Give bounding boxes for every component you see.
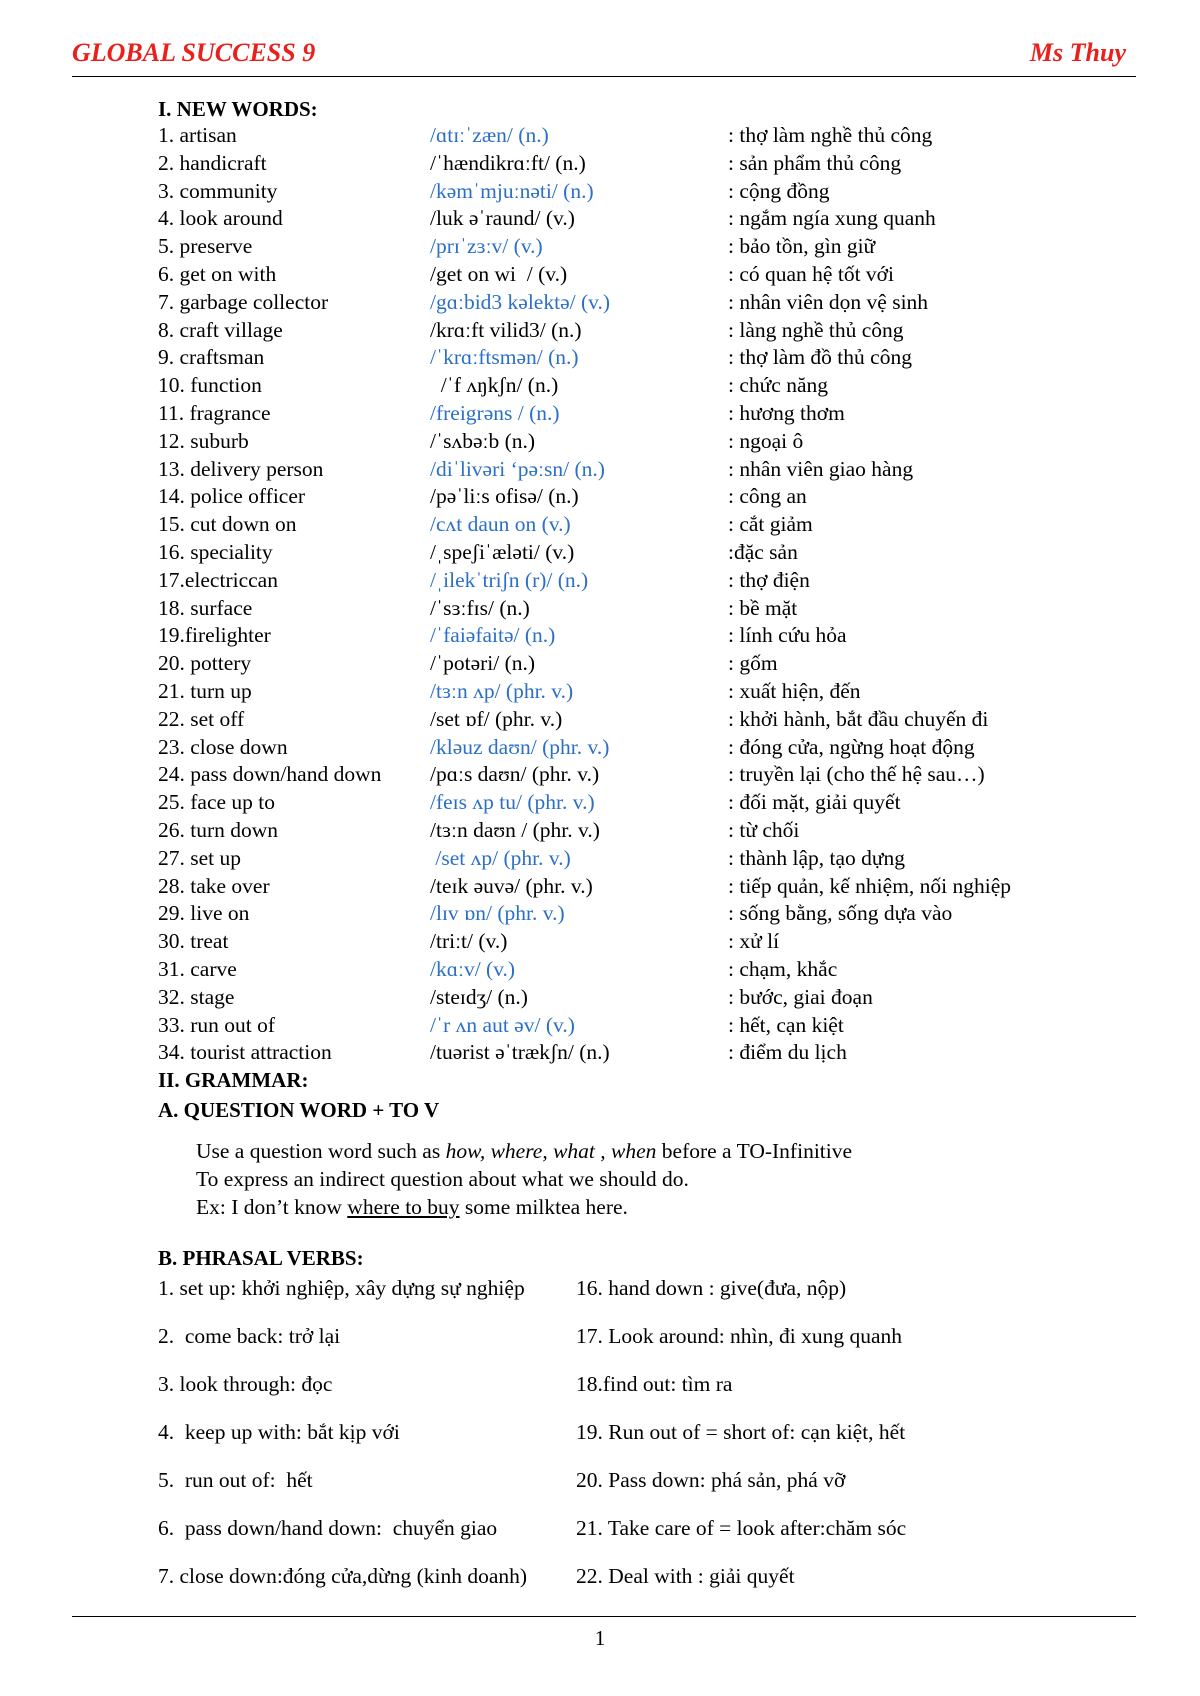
vocab-row xyxy=(158,567,1158,595)
vocab-meaning: : từ chối xyxy=(728,817,800,842)
vocab-row xyxy=(158,873,1158,901)
vocab-meaning: : hương thơm xyxy=(728,400,845,425)
vocab-word: 2. handicraft xyxy=(158,150,267,175)
section-grammar-title: II. GRAMMAR: xyxy=(158,1068,309,1093)
vocab-word: 25. face up to xyxy=(158,790,276,815)
phrasal-right: 16. hand down : give(đưa, nộp) xyxy=(576,1276,847,1301)
vocab-row xyxy=(158,984,1158,1012)
vocab-row xyxy=(158,734,1158,762)
vocab-ipa: /ˈkrɑːftsmən/ (n.) xyxy=(430,345,579,370)
vocab-word: 4. look around xyxy=(158,206,283,231)
vocab-meaning: : cộng đồng xyxy=(728,178,830,203)
vocab-meaning: : nhân viên giao hàng xyxy=(728,456,914,481)
phrasal-left: 6. pass down/hand down: chuyển giao xyxy=(158,1516,498,1541)
vocab-row xyxy=(158,789,1158,817)
vocab-word: 26. turn down xyxy=(158,817,279,842)
vocab-ipa: /ˈf ʌŋkʃn/ (n.) xyxy=(430,373,559,398)
phrasal-verbs-title: B. PHRASAL VERBS: xyxy=(158,1246,364,1271)
vocab-ipa: /ˌilekˈtriʃn (r)/ (n.) xyxy=(430,567,589,592)
vocab-row xyxy=(158,622,1158,650)
vocab-word: 14. police officer xyxy=(158,484,306,509)
vocab-meaning: : công an xyxy=(728,484,807,509)
vocab-meaning: : tiếp quản, kế nhiệm, nối nghiệp xyxy=(728,873,1012,898)
vocab-meaning: : xuất hiện, đến xyxy=(728,678,861,703)
vocab-meaning: : nhân viên dọn vệ sinh xyxy=(728,289,929,314)
vocab-row xyxy=(158,595,1158,623)
phrasal-right: 19. Run out of = short of: cạn kiệt, hết xyxy=(576,1420,906,1445)
grammar-line-1: Use a question word such as how, where, what , when before a TO-Infinitive xyxy=(196,1139,853,1164)
vocab-word: 23. close down xyxy=(158,734,288,759)
footer-rule xyxy=(72,1616,1136,1617)
vocab-word: 8. craft village xyxy=(158,317,283,342)
vocab-row xyxy=(158,1012,1158,1040)
page-number: 1 xyxy=(594,1626,606,1650)
vocab-meaning: : chạm, khắc xyxy=(728,956,838,981)
document-body xyxy=(158,96,1158,1609)
vocab-ipa: /steɪdʒ/ (n.) xyxy=(430,984,528,1009)
vocab-word: 15. cut down on xyxy=(158,512,297,537)
phrasal-row xyxy=(158,1417,1158,1465)
vocab-word: 33. run out of xyxy=(158,1012,276,1037)
vocab-word: 24. pass down/hand down xyxy=(158,762,382,787)
page-header xyxy=(72,38,1136,68)
phrasal-left: 1. set up: khởi nghiệp, xây dựng sự nghiệp xyxy=(158,1276,525,1301)
vocab-word: 17.electriccan xyxy=(158,567,278,592)
phrasal-right: 18.find out: tìm ra xyxy=(576,1372,733,1397)
vocab-ipa: /tuərist əˈtrækʃn/ (n.) xyxy=(430,1040,610,1065)
vocab-meaning: : sản phẩm thủ công xyxy=(728,150,902,175)
vocab-word: 6. get on with xyxy=(158,261,277,286)
vocab-row xyxy=(158,817,1158,845)
vocab-row xyxy=(158,205,1158,233)
vocab-row xyxy=(158,150,1158,178)
vocab-ipa: /ˈsɜːfɪs/ (n.) xyxy=(430,595,530,620)
vocab-meaning: : truyền lại (cho thế hệ sau…) xyxy=(728,762,985,787)
vocab-word: 29. live on xyxy=(158,901,250,926)
vocab-word: 27. set up xyxy=(158,845,242,870)
vocab-row xyxy=(158,261,1158,289)
vocab-ipa: /kɑːv/ (v.) xyxy=(430,956,516,981)
vocab-word: 21. turn up xyxy=(158,678,252,703)
vocab-ipa: /kləuz daʊn/ (phr. v.) xyxy=(430,734,610,759)
vocab-ipa: /ˈsʌbəːb (n.) xyxy=(430,428,536,453)
vocab-meaning: : sống bằng, sống dựa vào xyxy=(728,901,953,926)
vocab-meaning: : làng nghề thủ công xyxy=(728,317,904,342)
vocab-row xyxy=(158,761,1158,789)
vocab-ipa: /pəˈliːs ofisə/ (n.) xyxy=(430,484,579,509)
vocab-meaning: : thợ làm nghề thủ công xyxy=(728,123,933,147)
vocab-meaning: : bảo tồn, gìn giữ xyxy=(728,234,876,259)
vocab-row xyxy=(158,706,1158,734)
vocab-row xyxy=(158,289,1158,317)
vocab-meaning: : đối mặt, giải quyết xyxy=(728,790,901,815)
phrasal-left: 5. run out of: hết xyxy=(158,1468,313,1493)
vocab-ipa: /kəmˈmjuːnəti/ (n.) xyxy=(430,178,594,203)
vocab-row xyxy=(158,900,1158,928)
vocab-row xyxy=(158,178,1158,206)
vocab-word: 31. carve xyxy=(158,956,237,981)
vocab-meaning: : gốm xyxy=(728,651,778,676)
vocab-ipa: /ˈhændikrɑːft/ (n.) xyxy=(430,150,586,175)
vocab-row xyxy=(158,928,1158,956)
vocab-ipa: /ˈr ʌn aut əv/ (v.) xyxy=(430,1012,575,1037)
vocab-word: 3. community xyxy=(158,178,278,203)
vocab-word: 1. artisan xyxy=(158,123,237,147)
vocab-ipa: /prɪˈzɜːv/ (v.) xyxy=(430,234,543,259)
vocab-meaning: : chức năng xyxy=(728,373,829,398)
vocab-row xyxy=(158,122,1158,150)
vocab-row xyxy=(158,456,1158,484)
vocab-word: 22. set off xyxy=(158,706,245,731)
vocab-word: 5. preserve xyxy=(158,234,253,259)
vocab-meaning: : thợ làm đồ thủ công xyxy=(728,345,912,370)
vocab-row xyxy=(158,344,1158,372)
vocab-row xyxy=(158,400,1158,428)
vocab-meaning: : lính cứu hỏa xyxy=(728,623,847,648)
vocab-word: 20. pottery xyxy=(158,651,252,676)
vocab-ipa: /ɑtɪːˈzæn/ (n.) xyxy=(430,123,549,147)
grammar-example: Ex: I don’t know where to buy some milktea here. xyxy=(196,1195,628,1220)
vocab-row xyxy=(158,372,1158,400)
vocab-ipa: /lɪv ɒn/ (phr. v.) xyxy=(430,901,565,926)
vocab-row xyxy=(158,233,1158,261)
phrasal-row xyxy=(158,1465,1158,1513)
vocab-meaning: : xử lí xyxy=(728,929,780,954)
vocab-ipa: /gɑːbid3 kəlektə/ (v.) xyxy=(430,289,611,314)
vocab-row xyxy=(158,650,1158,678)
vocab-ipa: /set ʌp/ (phr. v.) xyxy=(430,845,571,870)
vocab-ipa: /luk əˈraund/ (v.) xyxy=(430,206,575,231)
vocab-ipa: /teɪk əuvə/ (phr. v.) xyxy=(430,873,593,898)
vocab-word: 19.firelighter xyxy=(158,623,271,648)
vocab-row xyxy=(158,317,1158,345)
vocab-word: 32. stage xyxy=(158,984,235,1009)
vocab-meaning: : thành lập, tạo dựng xyxy=(728,845,906,870)
grammar-sub-a: A. QUESTION WORD + TO V xyxy=(158,1098,440,1123)
vocab-ipa: /krɑːft vilid3/ (n.) xyxy=(430,317,582,342)
header-rule xyxy=(72,76,1136,77)
phrasal-row xyxy=(158,1513,1158,1561)
phrasal-right: 17. Look around: nhìn, đi xung quanh xyxy=(576,1324,903,1349)
vocab-ipa: /set ɒf/ (phr. v.) xyxy=(430,706,563,731)
vocab-row xyxy=(158,428,1158,456)
phrasal-right: 22. Deal with : giải quyết xyxy=(576,1564,795,1589)
vocab-row xyxy=(158,678,1158,706)
vocab-row xyxy=(158,845,1158,873)
vocab-word: 16. speciality xyxy=(158,539,273,564)
vocab-meaning: :đặc sản xyxy=(728,539,798,564)
vocab-ipa: /tɜːn daʊn / (phr. v.) xyxy=(430,817,600,842)
vocab-ipa: /freigrəns / (n.) xyxy=(430,400,560,425)
vocab-ipa: /feɪs ʌp tu/ (phr. v.) xyxy=(430,790,595,815)
phrasal-right: 21. Take care of = look after:chăm sóc xyxy=(576,1516,907,1541)
phrasal-row xyxy=(158,1369,1158,1417)
header-author: Ms Thuy xyxy=(1029,38,1126,67)
vocab-row xyxy=(158,1039,1158,1067)
vocab-ipa: /ˈfaiəfaitə/ (n.) xyxy=(430,623,556,648)
vocab-meaning: : ngắm ngía xung quanh xyxy=(728,206,936,231)
vocab-meaning: : hết, cạn kiệt xyxy=(728,1012,844,1037)
vocab-list xyxy=(158,122,1158,1067)
vocab-meaning: : bề mặt xyxy=(728,595,798,620)
vocab-row xyxy=(158,956,1158,984)
vocab-row xyxy=(158,511,1158,539)
phrasal-left: 3. look through: đọc xyxy=(158,1372,333,1397)
section-new-words-title: I. NEW WORDS: xyxy=(158,97,318,121)
vocab-ipa: /diˈlivəri ‘pəːsn/ (n.) xyxy=(430,456,605,481)
vocab-meaning: : điểm du lịch xyxy=(728,1040,847,1065)
vocab-ipa: /cʌt daun on (v.) xyxy=(430,512,571,537)
vocab-row xyxy=(158,483,1158,511)
phrasal-left: 7. close down:đóng cửa,dừng (kinh doanh) xyxy=(158,1564,528,1589)
vocab-word: 12. suburb xyxy=(158,428,249,453)
vocab-ipa: /pɑːs daʊn/ (phr. v.) xyxy=(430,762,600,787)
vocab-word: 13. delivery person xyxy=(158,456,324,481)
phrasal-row xyxy=(158,1561,1158,1609)
vocab-meaning: : có quan hệ tốt với xyxy=(728,261,895,286)
vocab-word: 34. tourist attraction xyxy=(158,1040,332,1065)
grammar-line-2: To express an indirect question about what we should do. xyxy=(196,1167,689,1192)
vocab-meaning: : thợ điện xyxy=(728,567,810,592)
vocab-ipa: /ˌspeʃiˈæləti/ (v.) xyxy=(430,539,575,564)
vocab-word: 30. treat xyxy=(158,929,229,954)
vocab-word: 7. garbage collector xyxy=(158,289,329,314)
vocab-meaning: : cắt giảm xyxy=(728,512,813,537)
phrasal-row xyxy=(158,1321,1158,1369)
phrasal-right: 20. Pass down: phá sản, phá vỡ xyxy=(576,1468,846,1493)
vocab-word: 11. fragrance xyxy=(158,400,271,425)
vocab-meaning: : bước, giai đoạn xyxy=(728,984,873,1009)
header-title: GLOBAL SUCCESS 9 xyxy=(72,38,316,67)
vocab-ipa: /triːt/ (v.) xyxy=(430,929,508,954)
vocab-word: 28. take over xyxy=(158,873,270,898)
vocab-word: 18. surface xyxy=(158,595,253,620)
vocab-meaning: : ngoại ô xyxy=(728,428,804,453)
phrasal-row xyxy=(158,1273,1158,1321)
vocab-meaning: : khởi hành, bắt đầu chuyến đi xyxy=(728,706,989,731)
vocab-ipa: /tɜːn ʌp/ (phr. v.) xyxy=(430,678,574,703)
vocab-word: 10. function xyxy=(158,373,262,398)
grammar-explanation xyxy=(196,1137,1158,1221)
vocab-word: 9. craftsman xyxy=(158,345,265,370)
vocab-row xyxy=(158,539,1158,567)
phrasal-left: 4. keep up with: bắt kịp với xyxy=(158,1420,400,1445)
phrasal-left: 2. come back: trở lại xyxy=(158,1324,341,1349)
phrasal-verbs-list xyxy=(158,1273,1158,1609)
vocab-ipa: /ˈpotəri/ (n.) xyxy=(430,651,536,676)
vocab-ipa: /get on wi / (v.) xyxy=(430,261,568,286)
vocab-meaning: : đóng cửa, ngừng hoạt động xyxy=(728,734,975,759)
